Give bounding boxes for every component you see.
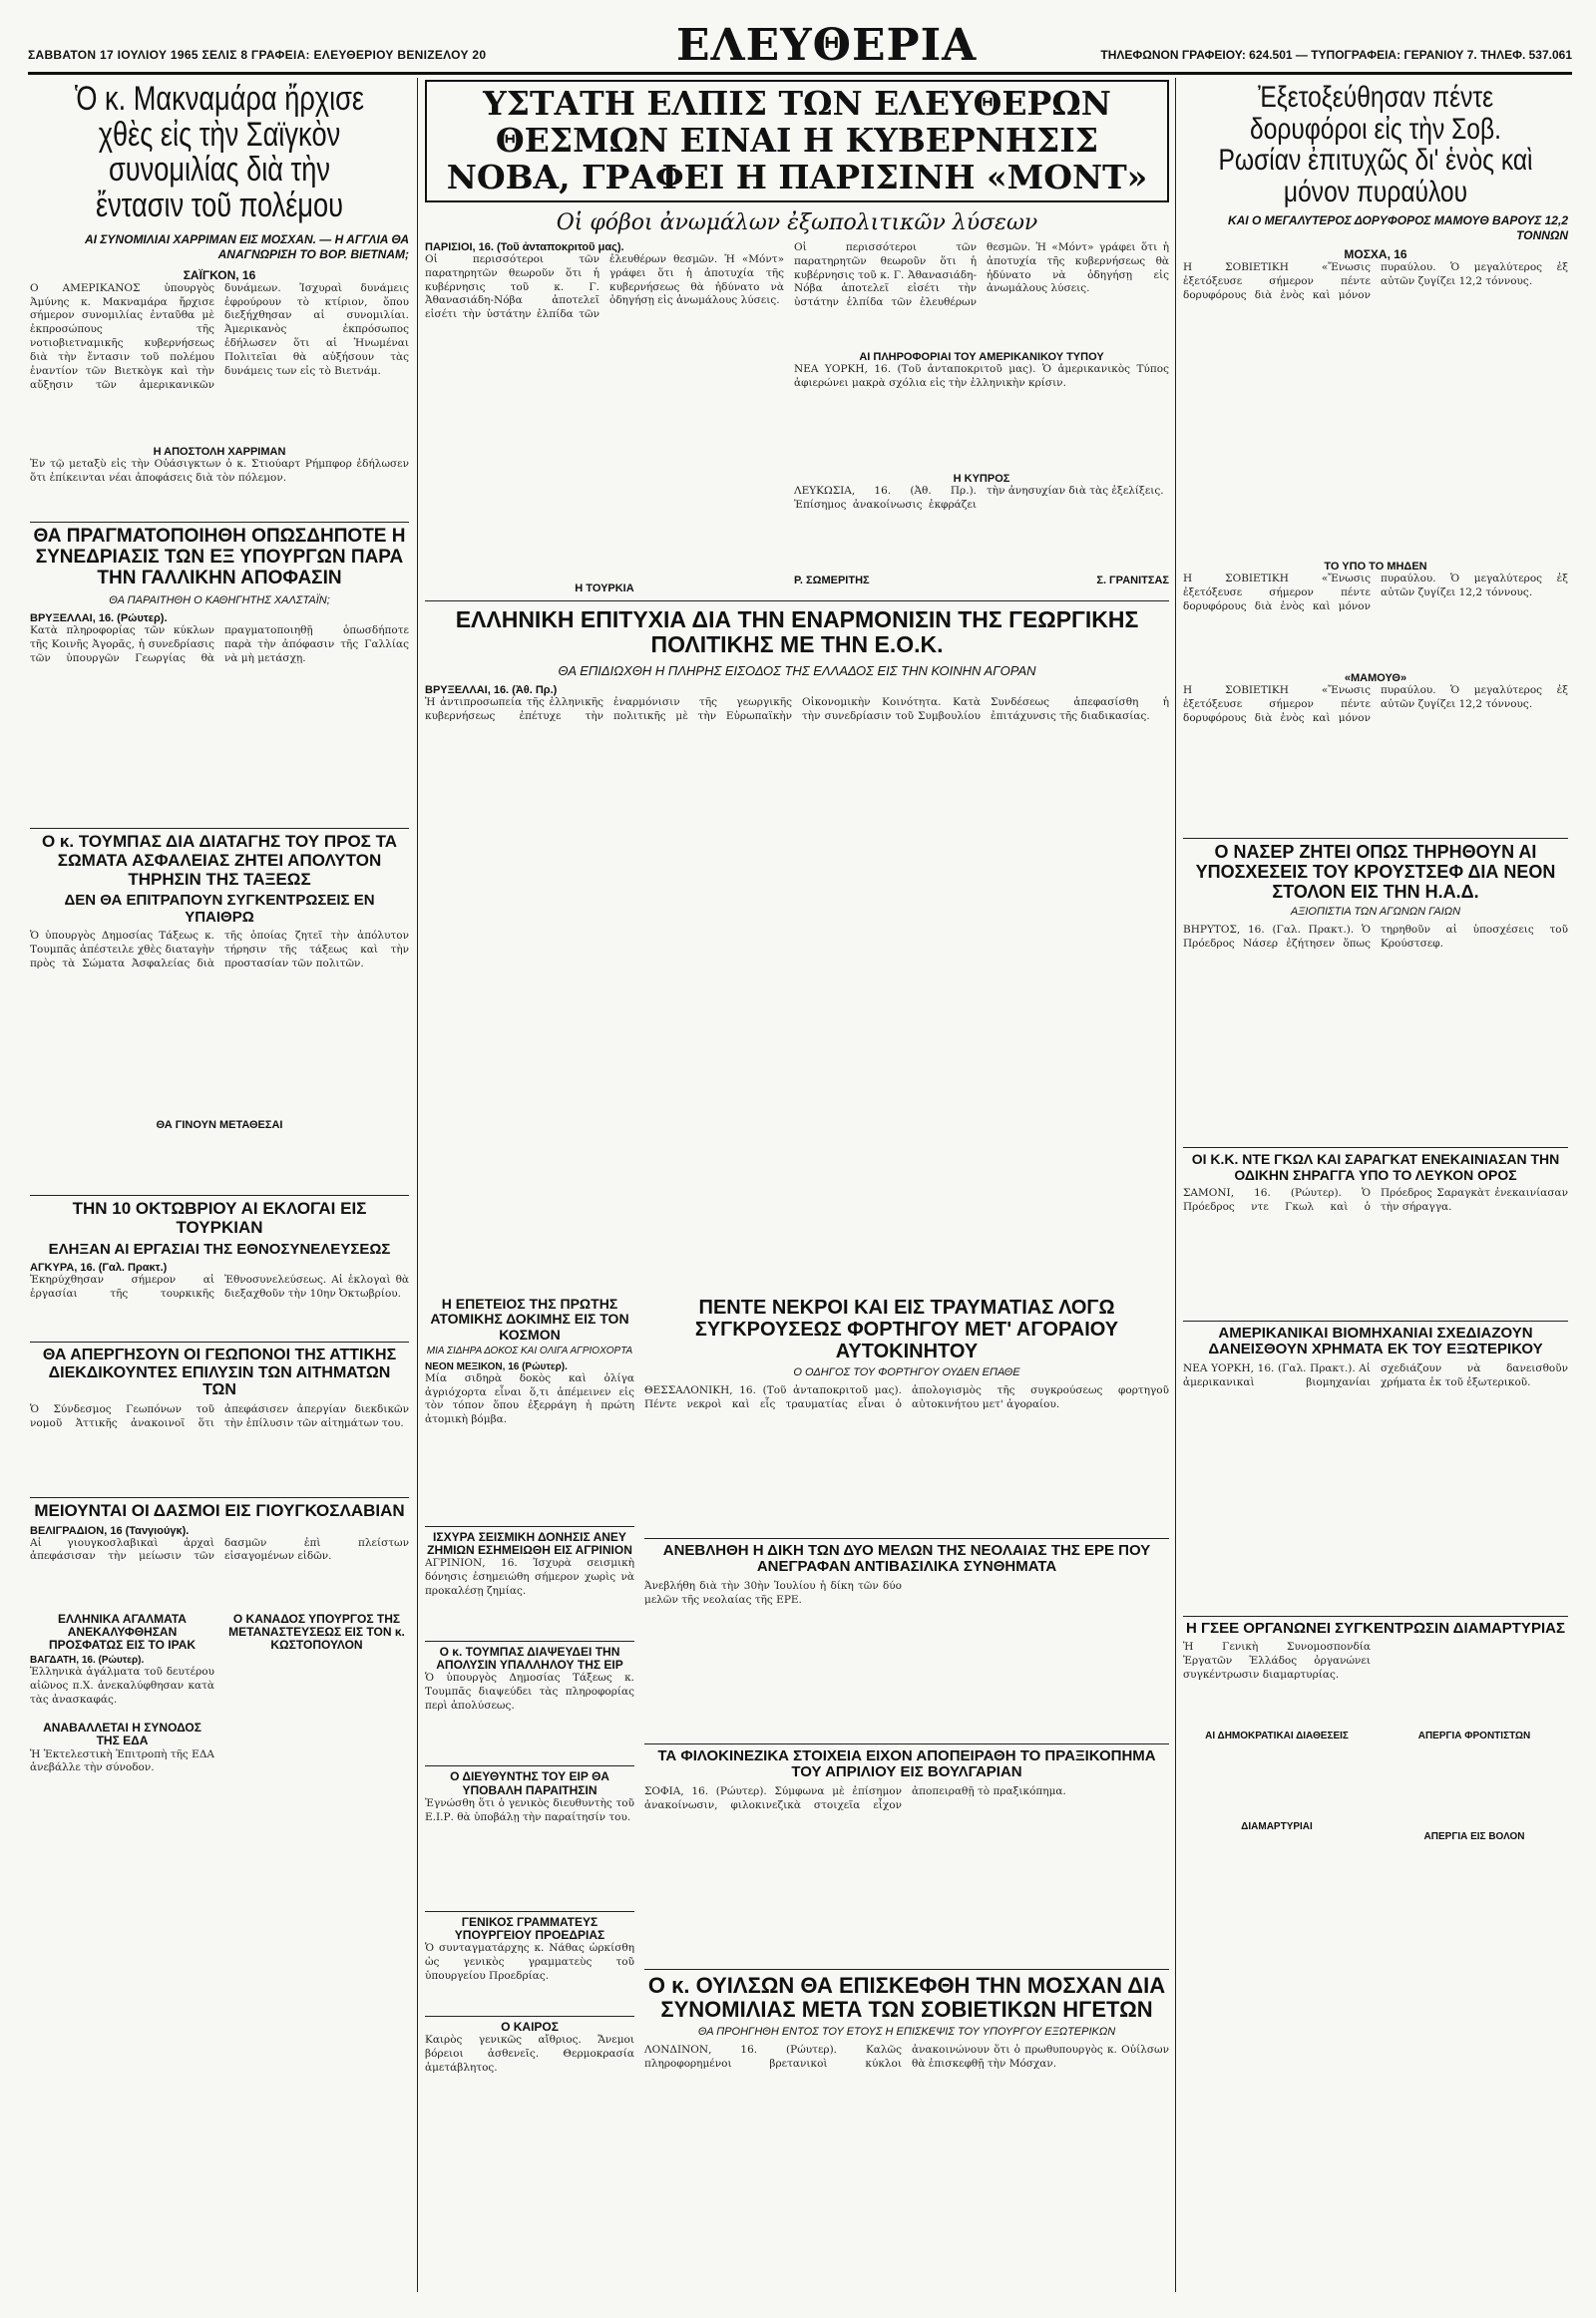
article-tutors-strike: [1381, 1741, 1568, 1831]
article-secretary: Ὁ συνταγματάρχης κ. Νάθας ὠρκίσθη ὡς γενικὸς γραμματεὺς τοῦ ὑπουργείου Προεδρίας.: [425, 1942, 634, 1982]
headline-turkey-elections: ΤΗΝ 10 ΟΚΤΩΒΡΙΟΥ ΑΙ ΕΚΛΟΓΑΙ ΕΙΣ ΤΟΥΡΚΙΑΝ: [72, 1199, 367, 1237]
headline-earthquake: ΙΣΧΥΡΑ ΣΕΙΣΜΙΚΗ ΔΟΝΗΣΙΣ ΑΝΕΥ ΖΗΜΙΩΝ ΕΣΗΜΕΙΩΘΗ ΕΙΣ ΑΓΡΙΝΙΟΝ: [427, 1529, 632, 1557]
subhead-turkey-reaction: Η ΤΟΥΡΚΙΑ: [575, 581, 634, 594]
article-mammoth: Η ΣΟΒΙΕΤΙΚΗ «Ἔνωσις ἐξετόξευσε σήμερον πέντε δορυφόρους διὰ ἑνὸς καὶ μόνον πυραύλου. Ὁ μεγαλύτερος ἐξ αὐτῶν ζυγίζει 12,2 τόννους.: [1183, 684, 1568, 724]
subhead-transfers: ΘΑ ΓΙΝΟΥΝ ΜΕΤΑΘΕΣΑΙ: [156, 1119, 283, 1132]
signature-granitsas: Σ. ΓΡΑΝΙΤΣΑΣ: [1096, 574, 1169, 586]
article-democratic: [1183, 1741, 1371, 1821]
subhead-mammoth-quote: «ΜΑΜΟΥΘ»: [1344, 672, 1407, 684]
article-tunnel: ΣΑΜΟΝΙ, 16. (Ρώυτερ). Ὁ Πρόεδρος ντε Γκωλ καὶ ὁ Πρόεδρος Σαραγκὰτ ἐνεκαινίασαν τὴν σήραγγα.: [1183, 1186, 1568, 1213]
newspaper-title: ΕΛΕΥΘΕΡΙΑ: [676, 20, 978, 71]
article-gsee-cont: [1381, 1641, 1568, 1731]
dateline-moscow: ΜΟΣΧΑ, 16: [1344, 247, 1407, 261]
article-toumbas-denial: Ὁ ὑπουργὸς Δημοσίας Τάξεως κ. Τουμπᾶς διαψεύδει τὰς πληροφορίας περὶ ἀπολύσεως.: [425, 1672, 634, 1713]
subhead-accident: Ο ΟΔΗΓΟΣ ΤΟΥ ΦΟΡΤΗΓΟΥ ΟΥΔΕΝ ΕΠΑΘΕ: [793, 1366, 1020, 1378]
article-greek-statues: Ἑλληνικὰ ἀγάλματα τοῦ δευτέρου αἰῶνος π.Χ. ἀνεκαλύφθησαν κατὰ τὰς ἀνασκαφάς.: [30, 1666, 214, 1706]
article-eir: Ἐγνώσθη ὅτι ὁ γενικὸς διευθυντὴς τοῦ Ε.Ι.Ρ. θὰ ὑποβάλῃ τὴν παραίτησίν του.: [425, 1796, 634, 1823]
headline-wilson-moscow: Ο κ. ΟΥΙΛΣΩΝ ΘΑ ΕΠΙΣΚΕΦΘΗ ΤΗΝ ΜΟΣΧΑΝ ΔΙΑ ΣΥΝΟΜΙΛΙΑΣ ΜΕΤΑ ΤΩΝ ΣΟΒΙΕΤΙΚΩΝ ΗΓΕΤΩΝ: [647, 1972, 1166, 2022]
column-left: [30, 82, 409, 1788]
subhead-mammoth: ΚΑΙ Ο ΜΕΓΑΛΥΤΕΡΟΣ ΔΟΡΥΦΟΡΟΣ ΜΑΜΟΥΘ ΒΑΡΟΥΣ 12,2 ΤΟΝΝΩΝ: [1227, 213, 1568, 242]
headline-toumbas-order: Ο κ. ΤΟΥΜΠΑΣ ΔΙΑ ΔΙΑΤΑΓΗΣ ΤΟΥ ΠΡΟΣ ΤΑ ΣΩΜΑΤΑ ΑΣΦΑΛΕΙΑΣ ΖΗΤΕΙ ΑΠΟΛΥΤΟΝ ΤΗΡΗΣΙΝ ΤΗΣ ΤΑΞΕΩΣ: [41, 832, 398, 889]
article-accident: ΘΕΣΣΑΛΟΝΙΚΗ, 16. (Τοῦ ἀνταποκριτοῦ μας). Πέντε νεκροὶ καὶ εἷς τραυματίας εἶναι ὁ ἀπολογισμὸς τῆς συγκρούσεως φορτηγοῦ αὐτοκινήτου μετ' ἀγοραίου.: [644, 1383, 1169, 1410]
headline-mcnamara: Ὁ κ. Μακναμάρα ἤρχισε χθὲς εἰς τὴν Σαϊγκὸν συνομιλίας διὰ τὴν ἔντασιν τοῦ πολέμου: [74, 80, 365, 225]
article-agronomists: Ὁ Σύνδεσμος Γεωπόνων τοῦ νομοῦ Ἀττικῆς ἀνακοινοῖ ὅτι ἀπεφάσισεν ἀπεργίαν διεκδικῶν τὴν ἐπίλυσιν τῶν αἰτημάτων του.: [30, 1402, 409, 1429]
masthead-dateline: ΣΑΒΒΑΤΟΝ 17 ΙΟΥΛΙΟΥ 1965 ΣΕΛΙΣ 8 ΓΡΑΦΕΙΑ: ΕΛΕΥΘΕΡΙΟΥ ΒΕΝΙΖΕΛΟΥ 20: [28, 48, 487, 62]
dateline-baghdad: ΒΑΓΔΑΤΗ, 16. (Ρώυτερ).: [30, 1655, 145, 1667]
subhead-atomic: ΜΙΑ ΣΙΔΗΡΑ ΔΟΚΟΣ ΚΑΙ ΟΛΙΓΑ ΑΓΡΙΟΧΟΡΤΑ: [426, 1346, 633, 1357]
article-nasser: ΒΗΡΥΤΟΣ, 16. (Γαλ. Πρακτ.). Ὁ Πρόεδρος Νάσερ ἐζήτησεν ὅπως τηρηθοῦν αἱ ὑποσχέσεις τοῦ Κρούστσεφ.: [1183, 924, 1568, 950]
subhead-eec: ΘΑ ΕΠΙΔΙΩΧΘΗ Η ΠΛΗΡΗΣ ΕΙΣΟΔΟΣ ΤΗΣ ΕΛΛΑΔΟΣ ΕΙΣ ΤΗΝ ΚΟΙΝΗΝ ΑΓΟΡΑΝ: [558, 663, 1036, 679]
dateline-new-mexico: ΝΕΟΝ ΜΕΞΙΚΟΝ, 16 (Ρώυτερ).: [425, 1360, 568, 1372]
headline-satellites: Ἐξετοξεύθησαν πέντε δορυφόροι εἰς τὴν Σοβ. Ρωσίαν ἐπιτυχῶς δι' ἑνὸς καὶ μόνον πυραύλου: [1218, 81, 1533, 208]
signature-someritis: Ρ. ΣΩΜΕΡΙΤΗΣ: [794, 574, 870, 586]
subhead-harriman: ΑΙ ΣΥΝΟΜΙΛΙΑΙ ΧΑΡΡΙΜΑΝ ΕΙΣ ΜΟΣΧΑΝ. — Η ΑΓΓΛΙΑ ΘΑ ΑΝΑΓΝΩΡΙΣΗ ΤΟ ΒΟΡ. ΒΙΕΤΝΑΜ;: [85, 231, 409, 261]
article-monde-cont: Οἱ περισσότεροι τῶν παρατηρητῶν θεωροῦν ὅτι ἡ κυβέρνησις τοῦ κ. Γ. Ἀθανασιάδη-Νόβα ἀποτελεῖ εἰσέτι τὴν ὑστάτην ἐλπίδα τῶν ἐλευθέρων θεσμῶν. Ἡ «Μόντ» γράφει ὅτι ἡ ἀποτυχία τῆς κυβερνήσεως θὰ ἠδύνατο νὰ ὁδηγήσῃ εἰς ἀνωμάλους λύσεις.: [794, 240, 1169, 309]
article-protests: [1183, 1832, 1371, 1952]
subhead-nasser: ΑΞΙΟΠΙΣΤΙΑ ΤΩΝ ΑΓΩΝΩΝ ΓΑΙΩΝ: [1290, 906, 1461, 919]
headline-eda-congress: ΑΝΑΒΑΛΛΕΤΑΙ Η ΣΥΝΟΔΟΣ ΤΗΣ ΕΔΑ: [43, 1721, 201, 1748]
headline-eir-director: Ο ΔΙΕΥΘΥΝΤΗΣ ΤΟΥ ΕΙΡ ΘΑ ΥΠΟΒΑΛΗ ΠΑΡΑΙΤΗΣΙΝ: [450, 1769, 609, 1797]
center-subcolumn-a: [425, 1297, 634, 2114]
dateline-ankara: ΑΓΚΥΡΑ, 16. (Γαλ. Πρακτ.): [30, 1262, 168, 1275]
dateline-brussels: ΒΡΥΞΕΛΛΑΙ, 16. (Ρώυτερ).: [30, 612, 168, 625]
dateline-paris: ΠΑΡΙΣΙΟΙ, 16. (Τοῦ ἀνταποκριτοῦ μας).: [425, 240, 624, 253]
subhead-no-gatherings: ΔΕΝ ΘΑ ΕΠΙΤΡΑΠΟΥΝ ΣΥΓΚΕΝΤΡΩΣΕΙΣ ΕΝ ΥΠΑΙΘΡΩ: [64, 892, 375, 926]
lead-fears: Οἱ φόβοι ἀνωμάλων ἐξωπολιτικῶν λύσεων: [556, 209, 1038, 235]
headline-bulgaria-coup: ΤΑ ΦΙΛΟΚΙΝΕΖΙΚΑ ΣΤΟΙΧΕΙΑ ΕΙΧΟΝ ΑΠΟΠΕΙΡΑΘΗ ΤΟ ΠΡΑΞΙΚΟΠΗΜΑ ΤΟΥ ΑΠΡΙΛΙΟΥ ΕΙΣ ΒΟΥΛΓΑΡΙΑΝ: [657, 1746, 1156, 1781]
subhead-turkey-assembly: ΕΛΗΞΑΝ ΑΙ ΕΡΓΑΣΙΑΙ ΤΗΣ ΕΘΝΟΣΥΝΕΛΕΥΣΕΩΣ: [48, 1240, 391, 1258]
column-rule: [417, 78, 418, 2292]
article-youth-trial: Ἀνεβλήθη διὰ τὴν 30ὴν Ἰουλίου ἡ δίκη τῶν δύο μελῶν τῆς νεολαίας τῆς ΕΡΕ.: [644, 1579, 902, 1606]
subhead-hallstein: ΘΑ ΠΑΡΑΙΤΗΘΗ Ο ΚΑΘΗΓΗΤΗΣ ΧΑΛΣΤΑΪΝ;: [109, 594, 330, 607]
subhead-protests: ΔΙΑΜΑΡΤΥΡΙΑΙ: [1241, 1821, 1313, 1833]
article-harriman: Ἐν τῷ μεταξὺ εἰς τὴν Οὐάσιγκτων ὁ κ. Στιούαρτ Ρήμπφορ ἐδήλωσεν ὅτι ἐπίκεινται νέαι ἀποφάσεις διὰ τὸν πόλεμον.: [30, 457, 409, 484]
dateline-saigon: ΣΑΪΓΚΟΝ, 16: [183, 267, 256, 282]
article-gsee: Ἡ Γενικὴ Συνομοσπονδία Ἐργατῶν Ἑλλάδος ὀργανώνει συγκέντρωσιν διαμαρτυρίας.: [1183, 1641, 1371, 1682]
headline-eec: ΕΛΛΗΝΙΚΗ ΕΠΙΤΥΧΙΑ ΔΙΑ ΤΗΝ ΕΝΑΡΜΟΝΙΣΙΝ ΤΗΣ ΓΕΩΡΓΙΚΗΣ ΠΟΛΙΤΙΚΗΣ ΜΕ ΤΗΝ Ε.Ο.Κ.: [455, 605, 1139, 658]
headline-gsee: Η ΓΣΕΕ ΟΡΓΑΝΩΝΕΙ ΣΥΓΚΕΝΤΡΩΣΙΝ ΔΙΑΜΑΡΤΥΡΙΑΣ: [1186, 1619, 1565, 1637]
article-below-zero: Η ΣΟΒΙΕΤΙΚΗ «Ἔνωσις ἐξετόξευσε σήμερον πέντε δορυφόρους διὰ ἑνὸς καὶ μόνον πυραύλου. Ὁ μεγαλύτερος ἐξ αὐτῶν ζυγίζει 12,2 τόννους.: [1183, 573, 1568, 612]
headline-yugoslavia-tariffs: ΜΕΙΟΥΝΤΑΙ ΟΙ ΔΑΣΜΟΙ ΕΙΣ ΓΙΟΥΓΚΟΣΛΑΒΙΑΝ: [34, 1500, 405, 1520]
headline-greek-statues: ΕΛΛΗΝΙΚΑ ΑΓΑΛΜΑΤΑ ΑΝΕΚΑΛΥΦΘΗΣΑΝ ΠΡΟΣΦΑΤΩΣ ΕΙΣ ΤΟ ΙΡΑΚ: [48, 1611, 197, 1652]
article-satellites: Η ΣΟΒΙΕΤΙΚΗ «Ἔνωσις ἐξετόξευσε σήμερον πέντε δορυφόρους διὰ ἑνὸς καὶ μόνον πυραύλου. Ὁ μεγαλύτερος ἐξ αὐτῶν ζυγίζει 12,2 τόννους.: [1183, 261, 1568, 301]
subhead-wilson: ΘΑ ΠΡΟΗΓΗΘΗ ΕΝΤΟΣ ΤΟΥ ΕΤΟΥΣ Η ΕΠΙΣΚΕΨΙΣ ΤΟΥ ΥΠΟΥΡΓΟΥ ΕΞΩΤΕΡΙΚΩΝ: [697, 2026, 1116, 2039]
center-top: [425, 80, 1169, 886]
article-atomic: Μία σιδηρὰ δοκὸς καὶ ὀλίγα ἀγριόχορτα εἶναι ὅ,τι ἀπέμεινεν εἰς τὸν τόπον ὅπου ἐξερράγη ἡ πρώτη ἀτομικὴ βόμβα.: [425, 1371, 634, 1426]
banner-headline: ΥΣΤΑΤΗ ΕΛΠΙΣ ΤΩΝ ΕΛΕΥΘΕΡΩΝ ΘΕΣΜΩΝ ΕΙΝΑΙ Η ΚΥΒΕΡΝΗΣΙΣ ΝΟΒΑ, ΓΡΑΦΕΙ Η ΠΑΡΙΣΙΝΗ «ΜΟΝΤ»: [446, 84, 1148, 196]
masthead: [28, 20, 1572, 72]
article-transfers: [30, 1131, 409, 1191]
headline-youth-trial: ΑΝΕΒΛΗΘΗ Η ΔΙΚΗ ΤΩΝ ΔΥΟ ΜΕΛΩΝ ΤΗΣ ΝΕΟΛΑΙΑΣ ΤΗΣ ΕΡΕ ΠΟΥ ΑΝΕΓΡΑΦΑΝ ΑΝΤΙΒΑΣΙΛΙΚΑ ΣΥΝΘΗΜΑΤΑ: [662, 1541, 1151, 1576]
headline-tunnel: ΟΙ Κ.Κ. ΝΤΕ ΓΚΩΛ ΚΑΙ ΣΑΡΑΓΚΑΤ ΕΝΕΚΑΙΝΙΑΣΑΝ ΤΗΝ ΟΔΙΚΗΝ ΣΗΡΑΓΓΑ ΥΠΟ ΤΟ ΛΕΥΚΟΝ ΟΡΟΣ: [1191, 1151, 1560, 1183]
dateline-belgrade: ΒΕΛΙΓΡΑΔΙΟΝ, 16 (Τανγιούγκ).: [30, 1524, 190, 1537]
masthead-contact: ΤΗΛΕΦΩΝΟΝ ΓΡΑΦΕΙΟΥ: 624.501 — ΤΥΠΟΓΡΑΦΕΙΑ: ΓΕΡΑΝΙΟΥ 7. ΤΗΛΕΦ. 537.061: [1100, 48, 1572, 62]
article-american-industries: ΝΕΑ ΥΟΡΚΗ, 16. (Γαλ. Πρακτ.). Αἱ ἀμερικανικαὶ βιομηχανίαι σχεδιάζουν νὰ δανεισθοῦν χρήματα ἐκ τοῦ ἐξωτερικοῦ.: [1183, 1361, 1568, 1388]
masthead-rule: [28, 72, 1572, 75]
headline-toumbas-denial: Ο κ. ΤΟΥΜΠΑΣ ΔΙΑΨΕΥΔΕΙ ΤΗΝ ΑΠΟΛΥΣΙΝ ΥΠΑΛΛΗΛΟΥ ΤΗΣ ΕΙΡ: [436, 1645, 623, 1673]
dateline-brussels-eec: ΒΡΥΞΕΛΛΑΙ, 16. (Ἀθ. Πρ.): [425, 683, 558, 696]
headline-transfers-minister: Ο ΚΑΝΑΔΟΣ ΥΠΟΥΡΓΟΣ ΤΗΣ ΜΕΤΑΝΑΣΤΕΥΣΕΩΣ ΕΙΣ ΤΟΝ κ. ΚΩΣΤΟΠΟΥΛΟΝ: [228, 1611, 405, 1652]
center-subcolumn-b: [644, 1297, 1169, 2233]
subhead-cyprus: Η ΚΥΠΡΟΣ: [953, 472, 1010, 485]
headline-atomic-anniversary: Η ΕΠΕΤΕΙΟΣ ΤΗΣ ΠΡΩΤΗΣ ΑΤΟΜΙΚΗΣ ΔΟΚΙΜΗΣ ΕΙΣ ΤΟΝ ΚΟΣΜΟΝ: [430, 1296, 629, 1343]
article-wilson: ΛΟΝΔΙΝΟΝ, 16. (Ρώυτερ). Καλῶς πληροφορημένοι βρετανικοὶ κύκλοι ἀνακοινώνουν ὅτι ὁ πρωθυπουργὸς κ. Οὐίλσων θὰ ἐπισκεφθῇ τὴν Μόσχαν.: [644, 2043, 1169, 2070]
article-earthquake: ΑΓΡΙΝΙΟΝ, 16. Ἰσχυρὰ σεισμικὴ δόνησις ἐσημειώθη σήμερον χωρὶς νὰ προκαλέσῃ ζημίας.: [425, 1557, 634, 1597]
column-right: [1183, 82, 1568, 1952]
headline-nasser: Ο ΝΑΣΕΡ ΖΗΤΕΙ ΟΠΩΣ ΤΗΡΗΘΟΥΝ ΑΙ ΥΠΟΣΧΕΣΕΙΣ ΤΟΥ ΚΡΟΥΣΤΣΕΦ ΔΙΑ ΝΕΟΝ ΣΤΟΛΟΝ ΕΙΣ ΤΗΝ Η.Α.Δ.: [1195, 842, 1556, 902]
article-cyprus: ΛΕΥΚΩΣΙΑ, 16. (Ἀθ. Πρ.). Ἐπίσημος ἀνακοίνωσις ἐκφράζει τὴν ἀνησυχίαν διὰ τὰς ἐξελίξεις.: [794, 484, 1164, 511]
subhead-below-zero: ΤΟ ΥΠΟ ΤΟ ΜΗΔΕΝ: [1324, 561, 1427, 573]
article-volos-strike: [1381, 1842, 1568, 1942]
article-american-press: ΝΕΑ ΥΟΡΚΗ, 16. (Τοῦ ἀνταποκριτοῦ μας). Ὁ ἀμερικανικὸς Τύπος ἀφιερώνει μακρὰ σχόλια εἰς τὴν ἑλληνικὴν κρίσιν.: [794, 362, 1169, 389]
subhead-tutors-strike: ΑΠΕΡΓΙΑ ΦΡΟΝΤΙΣΤΩΝ: [1417, 1731, 1531, 1742]
subhead-american-press: ΑΙ ΠΛΗΡΟΦΟΡΙΑΙ ΤΟΥ ΑΜΕΡΙΚΑΝΙΚΟΥ ΤΥΠΟΥ: [859, 350, 1104, 363]
subhead-volos-strike: ΑΠΕΡΓΙΑ ΕΙΣ ΒΟΛΟΝ: [1423, 1831, 1525, 1843]
subhead-harriman-mission: Η ΑΠΟΣΤΟΛΗ ΧΑΡΡΙΜΑΝ: [153, 445, 286, 458]
headline-six-ministers: ΘΑ ΠΡΑΓΜΑΤΟΠΟΙΗΘΗ ΟΠΩΣΔΗΠΟΤΕ Η ΣΥΝΕΔΡΙΑΣΙΣ ΤΩΝ ΕΞ ΥΠΟΥΡΓΩΝ ΠΑΡΑ ΤΗΝ ΓΑΛΛΙΚΗΝ ΑΠΟΦΑΣΙΝ: [33, 525, 406, 588]
article-weather: Καιρὸς γενικῶς αἴθριος. Ἄνεμοι βόρειοι ἀσθενεῖς. Θερμοκρασία ἀμετάβλητος.: [425, 2034, 634, 2075]
article-turkey: Ἐκηρύχθησαν σήμερον αἱ ἐργασίαι τῆς τουρκικῆς Ἐθνοσυνελεύσεως. Αἱ ἐκλογαὶ θὰ διεξαχθοῦν τὴν 10ην Ὀκτωβρίου.: [30, 1274, 409, 1300]
article-toumbas-order: Ὁ ὑπουργὸς Δημοσίας Τάξεως κ. Τουμπᾶς ἀπέστειλε χθὲς διαταγὴν πρὸς τὰ Σώματα Ἀσφαλείας διὰ τῆς ὁποίας ζητεῖ τὴν ἀπόλυτον τήρησιν τῆς τάξεως καὶ τὴν προστασίαν τῶν πολιτῶν.: [30, 930, 409, 969]
article-mcnamara: Ο ΑΜΕΡΙΚΑΝΟΣ ὑπουργὸς Ἀμύνης κ. Μακναμάρα ἤρχισε σήμερον συνομιλίας ἐνταῦθα μὲ ἐκπροσώπους τῆς νοτιοβιετναμικῆς κυβερνήσεως διὰ τὴν ἔντασιν τοῦ πολέμου ἐναντίον τῶν Βιετκὸγκ καὶ τὴν αὔξησιν τῶν ἀμερικανικῶν δυνάμεων. Ἰσχυραὶ δυνάμεις ἐφρούρουν τὸ κτίριον, ὅπου διεξήχθησαν αἱ συνομιλίαι. Ἀμερικανὸς ἐκπρόσωπος ἐδήλωσεν ὅτι αἱ Ἡνωμέναι Πολιτεῖαι θὰ αὐξήσουν τὰς δυνάμεις των εἰς τὸ Βιετνάμ.: [30, 281, 409, 391]
article-monde: Οἱ περισσότεροι τῶν παρατηρητῶν θεωροῦν ὅτι ἡ κυβέρνησις τοῦ κ. Γ. Ἀθανασιάδη-Νόβα ἀποτελεῖ εἰσέτι τὴν ὑστάτην ἐλπίδα τῶν ἐλευθέρων θεσμῶν. Ἡ «Μόντ» γράφει ὅτι ἡ ἀποτυχία τῆς κυβερνήσεως θὰ ἠδύνατο νὰ ὁδηγήσῃ εἰς ἀνωμάλους λύσεις.: [425, 252, 784, 321]
article-bulgaria: ΣΟΦΙΑ, 16. (Ρώυτερ). Σύμφωνα μὲ ἐπίσημον ἀνακοίνωσιν, φιλοκινεζικὰ στοιχεῖα εἶχον ἀποπειραθῇ τὸ πραξικόπημα.: [644, 1784, 1066, 1811]
article-yugoslavia: Αἱ γιουγκοσλαβικαὶ ἀρχαὶ ἀπεφάσισαν τὴν μείωσιν τῶν δασμῶν ἐπὶ πλείστων εἰσαγομένων εἰδῶν.: [30, 1536, 409, 1563]
headline-secretary-general: ΓΕΝΙΚΟΣ ΓΡΑΜΜΑΤΕΥΣ ΥΠΟΥΡΓΕΙΟΥ ΠΡΟΕΔΡΙΑΣ: [454, 1914, 605, 1942]
headline-american-industries: ΑΜΕΡΙΚΑΝΙΚΑΙ ΒΙΟΜΗΧΑΝΙΑΙ ΣΧΕΔΙΑΖΟΥΝ ΔΑΝΕΙΣΘΟΥΝ ΧΡΗΜΑΤΑ ΕΚ ΤΟΥ ΕΞΩΤΕΡΙΚΟΥ: [1208, 1324, 1543, 1358]
article-six-ministers: Κατὰ πληροφορίας τῶν κύκλων τῆς Κοινῆς Ἀγορᾶς, ἡ συνεδρίασις τῶν ὑπουργῶν Γεωργίας θὰ πραγματοποιηθῇ ὁπωσδήποτε παρὰ τὴν ἀπόφασιν τῆς Γαλλίας νὰ μὴ μετάσχῃ.: [30, 624, 409, 664]
column-rule: [1175, 78, 1176, 2292]
article-eec: Ἡ ἀντιπροσωπεία τῆς ἑλληνικῆς κυβερνήσεως ἐπέτυχε τὴν ἐναρμόνισιν τῆς γεωργικῆς πολιτικῆς μὲ τὴν Εὐρωπαϊκὴν Οἰκονομικὴν Κοινότητα. Κατὰ τὴν συνεδρίασιν τοῦ Συμβουλίου Συνδέσεως ἀπεφασίσθη ἡ ἐπιτάχυνσις τῆς διαδικασίας.: [425, 695, 1169, 722]
article-eda: Ἡ Ἐκτελεστικὴ Ἐπιτροπὴ τῆς ΕΔΑ ἀνεβάλλε τὴν σύνοδον.: [30, 1747, 214, 1774]
banner-box: [425, 80, 1169, 202]
headline-agronomists-strike: ΘΑ ΑΠΕΡΓΗΣΟΥΝ ΟΙ ΓΕΩΠΟΝΟΙ ΤΗΣ ΑΤΤΙΚΗΣ ΔΙΕΚΔΙΚΟΥΝΤΕΣ ΕΠΙΛΥΣΙΝ ΤΩΝ ΑΙΤΗΜΑΤΩΝ ΤΩΝ: [42, 1347, 397, 1399]
subhead-democratic: ΑΙ ΔΗΜΟΚΡΑΤΙΚΑΙ ΔΙΑΘΕΣΕΙΣ: [1205, 1731, 1349, 1742]
headline-accident: ΠΕΝΤΕ ΝΕΚΡΟΙ ΚΑΙ ΕΙΣ ΤΡΑΥΜΑΤΙΑΣ ΛΟΓΩ ΣΥΓΚΡΟΥΣΕΩΣ ΦΟΡΤΗΓΟΥ ΜΕΤ' ΑΓΟΡΑΙΟΥ ΑΥΤΟΚΙΝΗΤΟΥ: [694, 1297, 1119, 1362]
headline-weather: Ο ΚΑΙΡΟΣ: [501, 2020, 559, 2035]
